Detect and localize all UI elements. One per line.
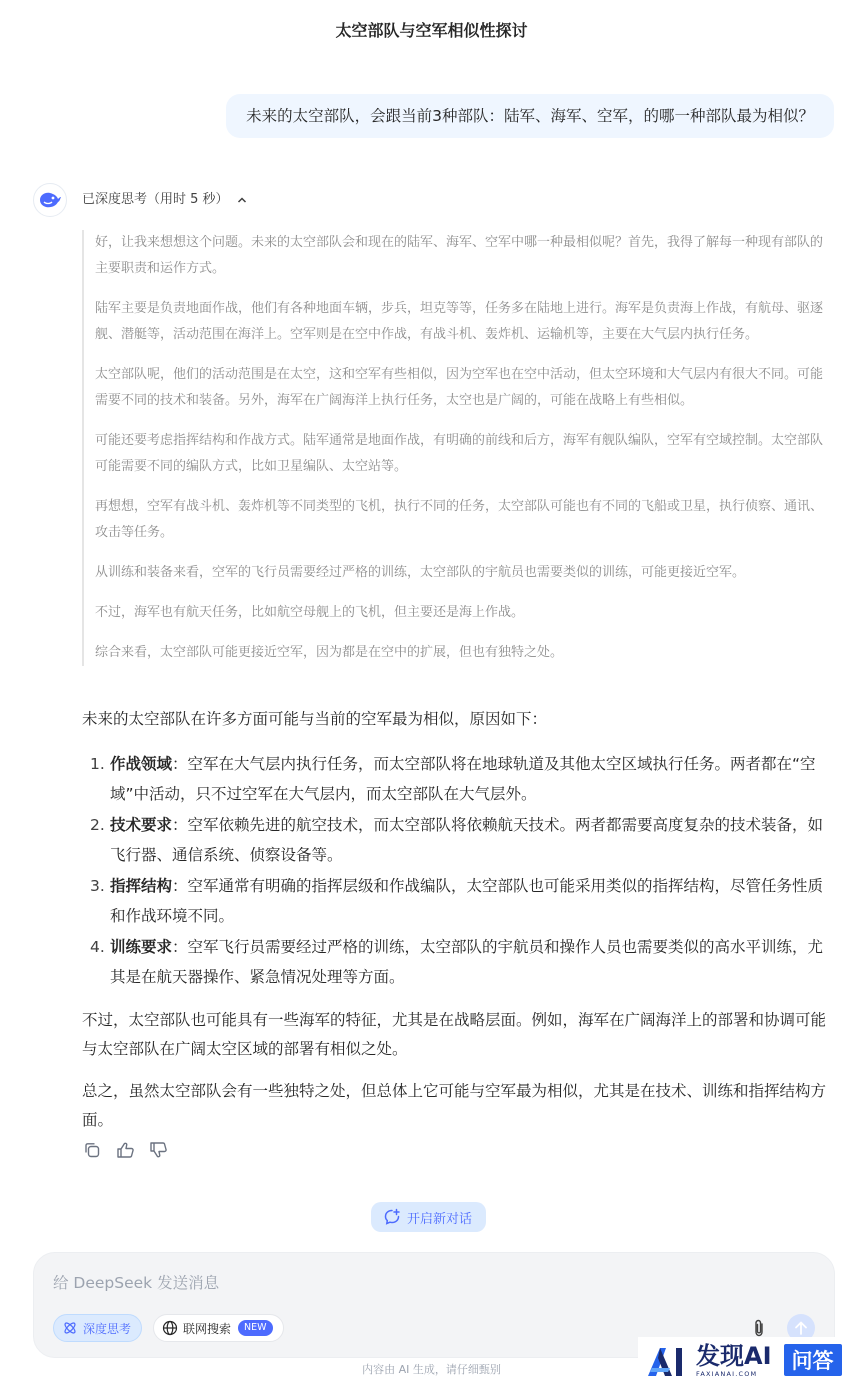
answer-conclusion: 总之，虽然太空部队会有一些独特之处，但总体上它可能与空军最为相似，尤其是在技术、训练和指挥结构方面。	[82, 1082, 827, 1129]
thinking-label: 已深度思考（用时 5 秒）	[82, 192, 229, 207]
atom-icon	[62, 1320, 78, 1336]
dislike-button[interactable]	[148, 1140, 168, 1160]
thinking-paragraph: 好，让我来想想这个问题。未来的太空部队会和现在的陆军、海军、空军中哪一种最相似呢？首先，我得了解每一种现有部队的主要职责和运作方式。	[95, 235, 824, 276]
new-badge: NEW	[238, 1320, 273, 1336]
watermark	[638, 1337, 863, 1383]
paperclip-icon	[751, 1318, 767, 1338]
message-input[interactable]: 给 DeepSeek 发送消息	[53, 1274, 220, 1292]
thinking-paragraph: 可能还要考虑指挥结构和作战方式。陆军通常是地面作战，有明确的前线和后方，海军有舰队编队，空军有空域控制。太空部队可能需要不同的编队方式，比如卫星编队、太空站等。	[95, 433, 824, 474]
watermark-domain: FAXIANAI.COM	[696, 1370, 758, 1378]
message-actions	[82, 1140, 168, 1160]
list-item-text: ：空军在大气层内执行任务，而太空部队将在地球轨道及其他太空区域执行任务。两者都在“空域”中活动，只不过空军在大气层内，而太空部队在大气层外。	[110, 755, 816, 803]
page-title: 太空部队与空军相似性探讨	[335, 21, 528, 40]
list-item	[82, 932, 837, 992]
attach-button[interactable]	[748, 1317, 770, 1339]
list-number: 2.	[90, 816, 105, 834]
thinking-paragraph: 再想想，空军有战斗机、轰炸机等不同类型的飞机，执行不同的任务，太空部队可能也有不同的飞船或卫星，执行侦察、通讯、攻击等任务。	[95, 499, 824, 540]
like-button[interactable]	[115, 1140, 135, 1160]
watermark-text	[696, 1342, 772, 1378]
user-message-bubble: 未来的太空部队，会跟当前3种部队：陆军、海军、空军，的哪一种部队最为相似？	[226, 94, 834, 138]
chevron-up-icon	[235, 193, 249, 207]
assistant-avatar	[33, 183, 67, 217]
list-item-title: 指挥结构	[110, 877, 173, 895]
deep-think-toggle[interactable]	[53, 1314, 142, 1342]
copy-button[interactable]	[82, 1140, 102, 1160]
deep-think-label: 深度思考	[83, 1321, 132, 1336]
thumbs-up-icon	[116, 1141, 135, 1159]
new-chat-icon	[383, 1208, 401, 1226]
watermark-logo-icon	[646, 1342, 692, 1378]
deepseek-whale-icon	[38, 190, 62, 210]
list-item-text: ：空军依赖先进的航空技术，而太空部队将依赖航天技术。两者都需要高度复杂的技术装备，如飞行器、通信系统、侦察设备等。	[110, 816, 824, 864]
list-item-text: ：空军飞行员需要经过严格的训练，太空部队的宇航员和操作人员也需要类似的高水平训练，尤其是在航天器操作、紧急情况处理等方面。	[110, 938, 824, 986]
thinking-content	[82, 230, 827, 666]
arrow-up-icon	[794, 1320, 808, 1336]
new-chat-label: 开启新对话	[407, 1211, 473, 1227]
list-number: 4.	[90, 938, 105, 956]
copy-icon	[83, 1141, 101, 1159]
watermark-brand: 发现AI	[696, 1342, 772, 1370]
thinking-toggle[interactable]	[82, 189, 249, 211]
list-item	[82, 749, 837, 809]
new-chat-button[interactable]	[371, 1202, 486, 1232]
thumbs-down-icon	[149, 1141, 168, 1159]
assistant-answer	[82, 705, 837, 1148]
answer-list	[82, 749, 837, 992]
thinking-paragraph: 综合来看，太空部队可能更接近空军，因为都是在空中的扩展，但也有独特之处。	[95, 645, 564, 660]
ai-disclaimer: 内容由 AI 生成，请仔细甄别	[362, 1363, 501, 1376]
web-search-label: 联网搜索	[183, 1321, 232, 1336]
thinking-paragraph: 陆军主要是负责地面作战，他们有各种地面车辆，步兵，坦克等等，任务多在陆地上进行。海军是负责海上作战，有航母、驱逐舰、潜艇等，活动范围在海洋上。空军则是在空中作战，有战斗机、轰炸机、运输机等，主要在大气层内执行任务。	[95, 301, 824, 342]
list-item-text: ：空军通常有明确的指挥层级和作战编队，太空部队也可能采用类似的指挥结构，尽管任务性质和作战环境不同。	[110, 877, 824, 925]
globe-icon	[162, 1320, 178, 1336]
thinking-paragraph: 从训练和装备来看，空军的飞行员需要经过严格的训练，太空部队的宇航员也需要类似的训练，可能更接近空军。	[95, 565, 746, 580]
list-item-title: 作战领域	[110, 755, 173, 773]
list-item	[82, 871, 837, 931]
list-number: 1.	[90, 755, 105, 773]
watermark-qa-box: 问答	[784, 1344, 842, 1376]
list-item-title: 技术要求	[110, 816, 173, 834]
thinking-paragraph: 太空部队呢，他们的活动范围是在太空，这和空军有些相似，因为空军也在空中活动，但太空环境和大气层内有很大不同。可能需要不同的技术和装备。另外，海军在广阔海洋上执行任务，太空也是广阔的，可能在战略上有些相似。	[95, 367, 824, 408]
list-item-title: 训练要求	[110, 938, 173, 956]
answer-paragraph: 不过，太空部队也可能具有一些海军的特征，尤其是在战略层面。例如，海军在广阔海洋上的部署和协调可能与太空部队在广阔太空区域的部署有相似之处。	[82, 1011, 827, 1058]
thinking-paragraph: 不过，海军也有航天任务，比如航空母舰上的飞机，但主要还是海上作战。	[95, 605, 525, 620]
list-item	[82, 810, 837, 870]
list-number: 3.	[90, 877, 105, 895]
web-search-toggle[interactable]	[153, 1314, 284, 1342]
answer-intro: 未来的太空部队在许多方面可能与当前的空军最为相似，原因如下：	[82, 710, 548, 728]
